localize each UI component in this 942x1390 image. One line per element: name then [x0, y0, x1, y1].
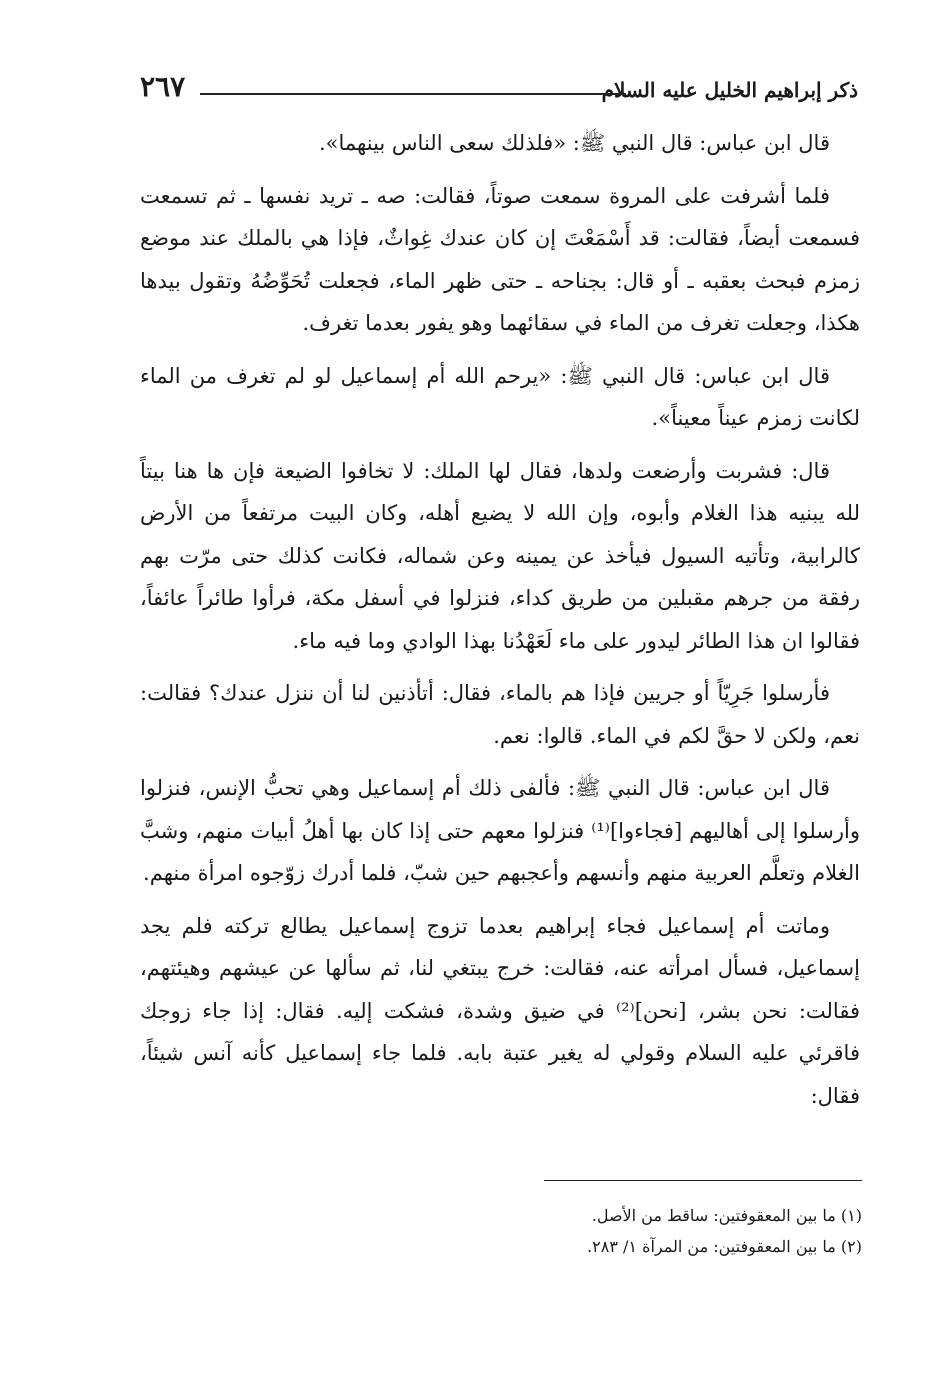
paragraph: وماتت أم إسماعيل فجاء إبراهيم بعدما تزوج إسماعيل يطالع تركته فلم يجد إسماعيل، فسأل امرأته عنه، فقالت: خرج يبتغي لنا، ثم سألها عن عيشهم وهيئتهم، فقالت: نحن بشر، [نحن]⁽²⁾ في ضيق وشدة، فشكت إليه. فقال: إذا جاء زوجك فاقرئي عليه السلام وقولي له يغير عتبة بابه. فلما جاء إسماعيل كأنه آنس شيئاً، فقال:: [140, 913, 860, 1108]
paragraph: قال ابن عباس: قال النبي ﷺ: «يرحم الله أم إسماعيل لو لم تغرف من الماء لكانت زمزم عيناً معيناً».: [140, 363, 860, 430]
page-number: ٢٦٧: [140, 70, 186, 103]
paragraph: قال ابن عباس: قال النبي ﷺ: «فلذلك سعى الناس بينهما».: [318, 131, 830, 155]
running-title: ذكر إبراهيم الخليل عليه السلام: [601, 78, 858, 102]
footnote: (١) ما بين المعقوفتين: ساقط من الأصل.: [591, 1206, 862, 1225]
paragraph: فلما أشرفت على المروة سمعت صوتاً، فقالت: صه ـ تريد نفسها ـ ثم تسمعت فسمعت أيضاً، فقالت: قد أَسْمَعْتَ إن كان عندك غِواثٌ، فإذا هي بالملك عند موضع زمزم فبحث بعقبه ـ أو قال: بجناحه ـ حتى ظهر الماء، فجعلت تُحَوِّضُهُ وتقول بيدها هكذا، وجعلت تغرف من الماء في سقائهما وهو يفور بعدما تغرف.: [140, 183, 860, 335]
running-header: [140, 70, 858, 110]
header-rule: [200, 93, 626, 95]
footnote-divider: [544, 1180, 862, 1181]
paragraph: قال: فشربت وأرضعت ولدها، فقال لها الملك: لا تخافوا الضيعة فإن ها هنا بيتاً لله يبنيه هذا الغلام وأبوه، وإن الله لا يضيع أهله، وكان البيت مرتفعاً من الأرض كالرابية، وتأتيه السيول فيأخذ عن يمينه وعن شماله، فكانت كذلك حتى مرّت بهم رفقة من جرهم مقبلين من طريق كداء، فنزلوا في أسفل مكة، فرأوا طائراً عائفاً، فقالوا ان هذا الطائر ليدور على ماء لَعَهْدُنا بهذا الوادي وما فيه ماء.: [140, 458, 860, 653]
paragraph: فأرسلوا جَرِيّاً أو جريين فإذا هم بالماء، فقال: أتأذنين لنا أن ننزل عندك؟ فقالت: نعم، ولكن لا حقَّ لكم في الماء. قالوا: نعم.: [140, 681, 860, 748]
body-text: [140, 122, 860, 1127]
paragraph: قال ابن عباس: قال النبي ﷺ: فألفى ذلك أم إسماعيل وهي تحبُّ الإنس، فنزلوا وأرسلوا إلى أهاليهم [فجاءوا]⁽¹⁾ فنزلوا معهم حتى إذا كان بها أهلُ أبيات منهم، وشبَّ الغلام وتعلَّم العربية منهم وأنسهم وأعجبهم حين شبّ، فلما أدرك زوّجوه امرأة منهم.: [140, 776, 860, 885]
footnote: (٢) ما بين المعقوفتين: من المرآة ١/ ٢٨٣.: [587, 1237, 862, 1256]
footnotes: [140, 1200, 862, 1262]
